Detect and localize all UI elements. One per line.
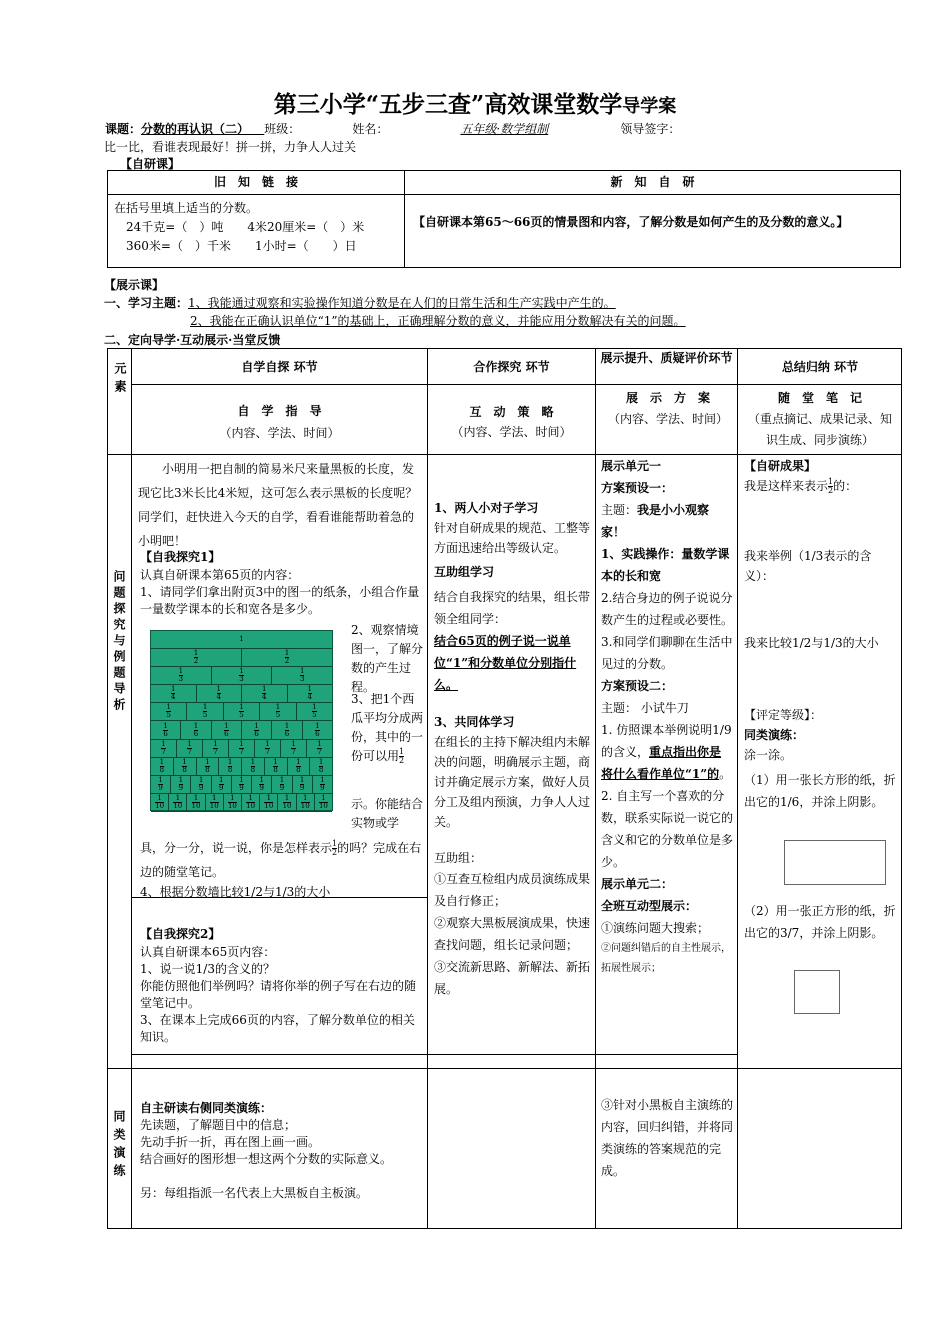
course-label: 课题： <box>105 122 142 136</box>
fraction-wall-row <box>151 703 332 721</box>
notes-q2: （2）用一张正方形的纸，折出它的3/7，并涂上阴影。 <box>744 904 896 940</box>
fraction-wall-piece: 1 4 <box>197 685 243 702</box>
fraction-wall-piece: 1 10 <box>169 794 187 811</box>
fraction-wall-piece: 1 5 <box>260 703 296 720</box>
fraction-wall-piece: 1 10 <box>318 793 328 810</box>
self-study-label: 【自研课】 <box>120 157 181 171</box>
fraction-wall-piece: 1 2 <box>284 649 290 666</box>
sub-self-guide: 自 学 指 导 （内容、学法、时间） <box>219 404 340 440</box>
fraction-wall-row <box>151 721 332 739</box>
fraction-wall-piece: 1 6 <box>181 721 211 738</box>
motto: 比一比，看谁表现最好！拼一拼，力争人人过关 <box>104 140 357 154</box>
fraction-wall-piece: 1 8 <box>288 758 311 775</box>
fraction-wall-piece: 1 9 <box>320 775 325 792</box>
fraction-wall-row <box>151 794 332 812</box>
fraction-wall-piece: 1 10 <box>278 794 296 811</box>
goals-line-1: 一、学习主题：1、我能通过观察和实验操作知道分数是在人们的日常生活和生产实践中产生的。 <box>104 296 616 310</box>
fraction-wall-piece: 1 5 <box>187 703 223 720</box>
fraction-wall-piece: 1 10 <box>151 794 169 811</box>
name-label: 姓名： <box>352 122 389 136</box>
fraction-wall-piece: 1 7 <box>255 740 281 757</box>
fraction-wall-piece: 1 3 <box>299 667 305 684</box>
fraction-wall-piece: 1 9 <box>151 776 171 793</box>
fraction-wall-piece: 1 2 <box>151 649 242 666</box>
fraction-wall-piece: 1 9 <box>191 776 211 793</box>
class-label: 班级： <box>264 122 301 136</box>
fraction-wall-row <box>151 776 332 794</box>
explore1-title: 【自我探究1】 <box>140 550 221 564</box>
practice-guide: 自主研读右侧同类演练： 先读题，了解题目中的信息； 先动手折一折，再在图上画一画。 结合画好的图形想一想这两个分数的实际意义。 另：每组指派一名代表上大黑板自主板演。 <box>140 1101 393 1200</box>
fraction-wall-piece: 1 10 <box>260 794 278 811</box>
fraction-wall-piece: 1 8 <box>318 757 324 774</box>
guide-label: 二、定向导学·互动展示·当堂反馈 <box>104 333 281 347</box>
fraction-wall-piece: 1 7 <box>229 740 255 757</box>
sub-notes: 随 堂 笔 记 （重点摘记、成果记录、知识生成、同步演练） <box>747 391 892 447</box>
display-label: 【展示课】 <box>104 278 165 292</box>
fraction-wall-piece: 1 4 <box>307 685 312 702</box>
goals-line-2: 2、我能在正确认识单位“1”的基础上，正确理解分数的意义，并能应用分数解决有关的问题。 <box>190 314 686 328</box>
fraction-wall-piece: 1 10 <box>224 794 242 811</box>
leader-label: 领导签字： <box>620 122 681 136</box>
fraction-wall-piece: 1 9 <box>171 776 191 793</box>
fraction-wall-row <box>151 667 332 685</box>
fraction-wall-piece: 1 7 <box>151 740 177 757</box>
fraction-wall-piece: 1 8 <box>197 758 220 775</box>
page-title: 第三小学“五步三查”高效课堂数学导学案 <box>273 91 677 118</box>
fraction-wall-piece: 1 6 <box>315 721 320 738</box>
notes-example: 我来举例（1/3表示的含义）： <box>744 549 872 583</box>
fraction-wall-piece: 1 4 <box>151 685 197 702</box>
fraction-wall-piece: 1 6 <box>242 721 272 738</box>
header-cooperate: 合作探究 环节 <box>473 360 550 374</box>
fraction-wall-piece: 1 8 <box>242 758 265 775</box>
header-display: 展示提升、质疑评价环节 <box>600 351 733 365</box>
course-value: 分数的再认识（二） <box>141 122 250 136</box>
old-knowledge-cell <box>107 194 405 268</box>
fraction-wall-piece: 1 3 <box>212 667 273 684</box>
fraction-wall-row <box>151 649 332 667</box>
explore1-item3c: 具，分一分，说一说，你是怎样表示 $\frac{1}{2}$ 的吗？完成在右边的随堂笔记。 <box>140 839 422 879</box>
explore1-item4: 4、根据分数墙比较1/2与1/3的大小 <box>140 885 331 899</box>
fraction-wall-piece: 1 5 <box>151 703 187 720</box>
explore1-item3b-start: 示。你能结合实物或学 <box>351 797 424 830</box>
explore1-intro: 认真自研课本第65页的内容： 1、请同学们拿出附页3中的图一的纸条，小组合作量一量数学课本的长和宽各是多少。 <box>140 568 420 616</box>
fraction-wall-piece: 1 10 <box>206 794 224 811</box>
half-fraction: $\frac{1}{2}$ <box>399 747 405 765</box>
element-column-label: 元素 <box>113 362 127 398</box>
display-plan-content: 展示单元一 方案预设一： 主题：我是小小观察家！ 1、实践操作：量数学课本的长和宽 2.结合身边的例子说说分数产生的过程或必要性。 3.和同学们聊聊在生活中见过的分数。 方案预设二： 主题： 小试牛刀 1. 仿照课本举例说明1/9的含义，重点指出你是将什么看作单位“1”的。 2. 自主写一个喜欢的分数，联系实际说一说它的含义和它的分数单位是多少。 展示单元二： 全班互动型展示： ①演练问题大搜索； ②问题纠错后的自主性展示，拓展性展示； <box>601 459 734 974</box>
explore2-content: 认真自研课本65页内容： 1、说一说1/3的含义的？ 你能仿照他们举例吗？请将你举的例子写在右边的随堂笔记中。 3、在课本上完成66页的内容，了解分数单位的相关知识。 <box>140 945 417 1044</box>
fraction-wall-piece: 1 4 <box>242 685 288 702</box>
fraction-wall-piece: 1 9 <box>212 776 232 793</box>
explore1-item3a: 3、把1个西瓜平均分成两份，其中的一份可以用 $\frac{1}{2}$ <box>351 692 424 765</box>
notes-compare: 我来比较1/2与1/3的大小 <box>744 636 879 650</box>
old-knowledge-header: 旧 知 链 接 <box>107 170 405 195</box>
fraction-wall <box>150 630 333 811</box>
fraction-wall-piece: 1 9 <box>252 776 272 793</box>
notes-content: 【自研成果】 我是这样来表示 $\frac{1}{2}$ 的： <box>744 459 858 495</box>
sub-interact: 互 动 策 略 （内容、学法、时间） <box>451 405 572 439</box>
old-line-3: 360米=（ ）千米 1小时=（ ）日 <box>114 239 357 253</box>
sub-display-plan: 展 示 方 案 （内容、学法、时间） <box>608 391 729 426</box>
square-paper-box <box>794 970 840 1014</box>
rectangle-paper-box <box>784 840 886 885</box>
fraction-wall-row <box>151 758 332 776</box>
fraction-wall-piece: 1 7 <box>317 739 322 756</box>
fraction-wall-piece: 1 3 <box>151 667 212 684</box>
fraction-wall-piece: 1 7 <box>177 740 203 757</box>
fraction-wall-piece: 1 6 <box>272 721 302 738</box>
display-unit2-item3: ③针对小黑板自主演练的内容，回归纠错，并将同类演练的答案规范的完成。 <box>601 1098 734 1178</box>
fraction-wall-piece: 1 5 <box>312 703 317 720</box>
explore1-item2: 2、观察情境图一，了解分数的产生过程。 <box>351 623 424 694</box>
header-self-study: 自学自探 环节 <box>241 360 318 374</box>
fraction-wall-piece: 1 5 <box>224 703 260 720</box>
new-knowledge-header: 新 知 自 研 <box>404 170 901 195</box>
fraction-wall-piece: 1 8 <box>151 758 174 775</box>
explore2-title: 【自我探究2】 <box>140 927 221 941</box>
fraction-wall-piece: 1 9 <box>293 776 313 793</box>
row-label-explore: 问题探究与例题导析 <box>112 570 126 714</box>
fraction-wall-piece: 1 10 <box>297 794 315 811</box>
fraction-wall-piece: 1 8 <box>265 758 288 775</box>
fraction-wall-row <box>151 740 332 758</box>
fraction-wall-piece: 1 7 <box>203 740 229 757</box>
fraction-wall-piece: 1 8 <box>219 758 242 775</box>
fraction-wall-piece: 1 10 <box>242 794 260 811</box>
fraction-wall-piece: 1 9 <box>272 776 292 793</box>
grade-value: 五年级·数学组制 <box>460 122 549 136</box>
header-info <box>105 120 680 137</box>
intro-text: 小明用一把自制的简易米尺来量黑板的长度，发现它比3米长比4米短，这可怎么表示黑板的长度呢？同学们，赶快进入今天的自学，看看谁能帮助着急的小明吧！ <box>138 462 418 548</box>
fraction-wall-piece: 1 9 <box>232 776 252 793</box>
fraction-wall-piece: 1 10 <box>187 794 205 811</box>
fraction-wall-row <box>151 631 332 649</box>
fraction-wall-piece: 1 <box>239 635 244 644</box>
notes-practice: 【评定等级】： 同类演练： 涂一涂。 （1）用一张长方形的纸，折出它的1/6，并涂上阴影。 <box>744 708 896 809</box>
fraction-wall-piece: 1 8 <box>174 758 197 775</box>
fraction-wall-piece: 1 7 <box>281 740 307 757</box>
fraction-wall-row <box>151 685 332 703</box>
row-label-practice: 同类演练 <box>112 1110 126 1182</box>
header-summary: 总结归纳 环节 <box>781 360 859 374</box>
cooperate-content: 1、两人小对子学习 针对自研成果的规范、工整等方面迅速给出等级认定。 互助组学习 结合自我探究的结果，组长带领全组同学： 结合65页的例子说一说单位“1”和分数单位分别指什么。 3、共同体学习 在组长的主持下解决组内未解决的问题，明确展示主题，商讨并确定展示方案，做好人员分工及组内预演，力争人人过关。 互助组： ①互查互检组内成员演练成果及自行修正； ②观察大黑板展演成果，快速查找问题，组长记录问题； ③交流新思路、新解法、新拓展。 <box>434 501 591 996</box>
new-knowledge-cell: 【自研课本第65～66页的情景图和内容，了解分数是如何产生的及分数的意义。】 <box>404 194 901 268</box>
fraction-wall-piece: 1 6 <box>151 721 181 738</box>
fraction-wall-piece: 1 6 <box>212 721 242 738</box>
old-line-2: 24千克=（ ）吨 4米20厘米=（ ）米 <box>114 220 365 234</box>
old-line-1: 在括号里填上适当的分数。 <box>114 201 259 215</box>
